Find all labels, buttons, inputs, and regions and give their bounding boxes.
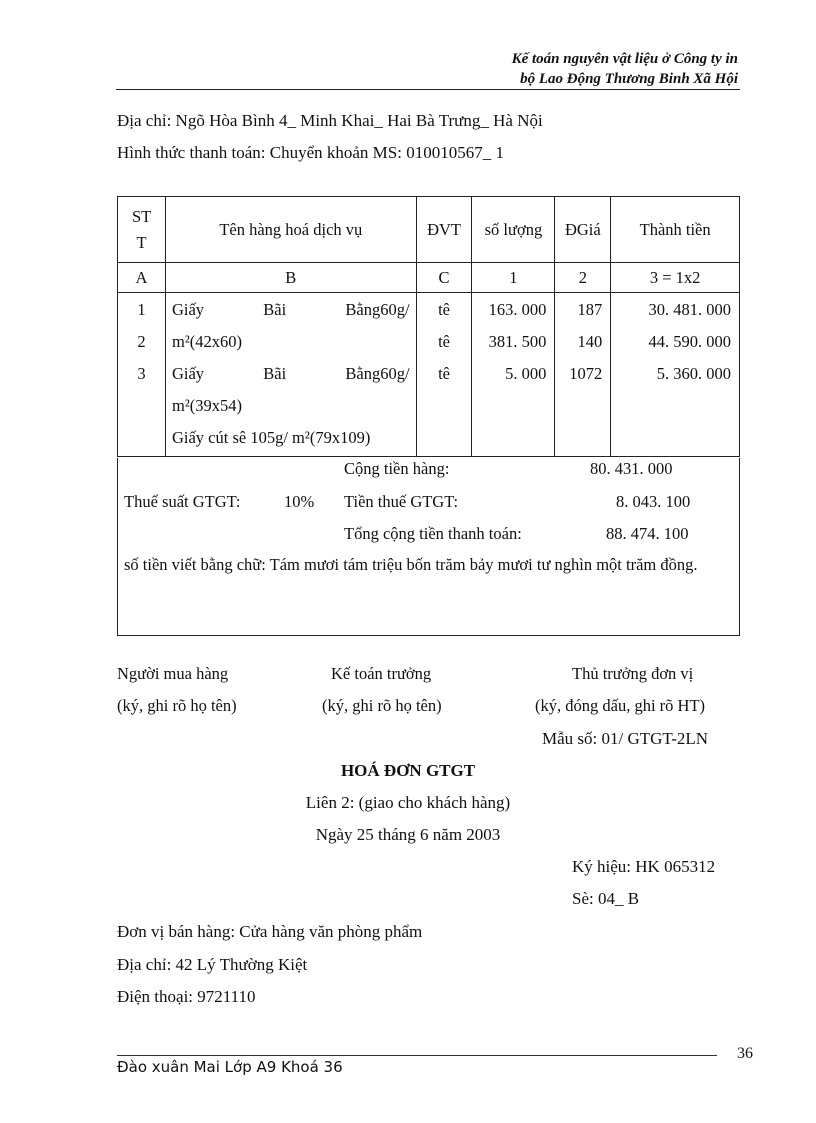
invoice-items-table xyxy=(117,196,740,457)
director-signature-note: (ký, đóng dấu, ghi rõ HT) xyxy=(535,696,706,715)
accountant-signature-title: Kế toán trưởng xyxy=(331,664,432,683)
vat-rate-label: Thuế suất GTGT: xyxy=(124,492,241,511)
header-title-line1: Kế toán nguyên vật liệu ở Công ty in xyxy=(511,51,738,67)
amount-column xyxy=(611,293,740,457)
seller-address: Địa chỉ: 42 Lý Thường Kiệt xyxy=(117,955,308,974)
table-cell: tê xyxy=(438,332,450,351)
table-cell: 5. 000 xyxy=(505,364,547,383)
table-cell: 5. 360. 000 xyxy=(656,364,731,383)
table-body-row xyxy=(118,293,740,457)
table-cell: 1072 xyxy=(569,364,603,383)
code-amount: 3 = 1x2 xyxy=(611,263,740,293)
header-name: Tên hàng hoá dịch vụ xyxy=(165,197,416,263)
grand-total-label: Tổng cộng tiền thanh toán: xyxy=(344,524,522,543)
price-column xyxy=(555,293,611,457)
code-unit: C xyxy=(416,263,472,293)
invoice-summary xyxy=(117,458,740,636)
desc-word: Bãi xyxy=(263,300,287,319)
code-quantity: 1 xyxy=(472,263,555,293)
table-cell: 187 xyxy=(577,300,603,319)
table-cell: tê xyxy=(438,300,450,319)
invoice-title: HOÁ ĐƠN GTGT xyxy=(340,761,476,780)
table-cell: 1 xyxy=(137,300,146,319)
code-stt: A xyxy=(118,263,166,293)
invoice-date: Ngày 25 tháng 6 năm 2003 xyxy=(315,825,501,844)
accountant-signature-note: (ký, ghi rõ họ tên) xyxy=(322,696,442,715)
table-cell: 2 xyxy=(137,332,146,351)
desc-word: Giấy xyxy=(171,364,205,383)
header-unit: ĐVT xyxy=(416,197,472,263)
item1-description xyxy=(172,294,410,326)
director-signature-title: Thủ trưởng đơn vị xyxy=(572,664,694,683)
vat-amount-value: 8. 043. 100 xyxy=(616,492,691,511)
desc-word: Bãi xyxy=(263,364,287,383)
buyer-address: Địa chỉ: Ngõ Hòa Bình 4_ Minh Khai_ Hai Bà Trưng_ Hà Nội xyxy=(117,111,543,130)
stt-column xyxy=(118,293,166,457)
grand-total-value: 88. 474. 100 xyxy=(606,524,689,543)
goods-total-value: 80. 431. 000 xyxy=(590,459,673,478)
description-column xyxy=(165,293,416,457)
table-cell: 44. 590. 000 xyxy=(648,332,731,351)
table-cell: 140 xyxy=(577,332,603,351)
vat-amount-label: Tiền thuế GTGT: xyxy=(344,492,459,511)
item2-description-cont: m²(39x54) xyxy=(171,396,243,415)
buyer-signature-title: Người mua hàng xyxy=(117,664,229,683)
desc-word: Giấy xyxy=(171,300,205,319)
footer-author: Đào xuân Mai Lớp A9 Khoá 36 xyxy=(117,1058,343,1076)
form-number: Mẫu số: 01/ GTGT-2LN xyxy=(542,729,709,748)
desc-word: Bằng60g/ xyxy=(345,300,410,319)
code-name: B xyxy=(165,263,416,293)
header-title-line2: bộ Lao Động Thương Binh Xã Hội xyxy=(520,71,738,87)
seller-name: Đơn vị bán hàng: Cửa hàng văn phòng phẩm xyxy=(117,922,423,941)
vat-rate-value: 10% xyxy=(284,492,315,511)
desc-word: Bằng60g/ xyxy=(345,364,410,383)
invoice-number: Sè: 04_ B xyxy=(572,889,640,908)
unit-column xyxy=(416,293,472,457)
header-rule xyxy=(116,89,740,90)
header-quantity: số lượng xyxy=(472,197,555,263)
footer-rule xyxy=(117,1055,717,1056)
table-cell: 3 xyxy=(137,364,146,383)
table-code-row xyxy=(118,263,740,293)
header-price: ĐGiá xyxy=(555,197,611,263)
item2-description xyxy=(172,358,410,390)
table-cell: 30. 481. 000 xyxy=(648,300,731,319)
page-number: 36 xyxy=(737,1045,753,1062)
invoice-copy: Liên 2: (giao cho khách hàng) xyxy=(305,793,511,812)
payment-method: Hình thức thanh toán: Chuyển khoản MS: 010010567_ 1 xyxy=(117,143,504,162)
table-cell: 381. 500 xyxy=(488,332,547,351)
amount-in-words: số tiền viết bằng chữ: Tám mươi tám triệu bốn trăm bảy mươi tư nghìn một trăm đồng. xyxy=(124,555,698,574)
table-cell: 163. 000 xyxy=(488,300,547,319)
goods-total-label: Cộng tiền hàng: xyxy=(344,459,450,478)
header-amount: Thành tiền xyxy=(611,197,740,263)
invoice-symbol: Ký hiệu: HK 065312 xyxy=(572,857,716,876)
buyer-signature-note: (ký, ghi rõ họ tên) xyxy=(117,696,237,715)
quantity-column xyxy=(472,293,555,457)
item3-description: Giấy cút sê 105g/ m²(79x109) xyxy=(171,428,371,447)
header-stt: ST T xyxy=(118,197,166,263)
code-price: 2 xyxy=(555,263,611,293)
table-cell: tê xyxy=(438,364,450,383)
item1-description-cont: m²(42x60) xyxy=(171,332,243,351)
table-header-row xyxy=(118,197,740,263)
seller-phone: Điện thoại: 9721110 xyxy=(117,987,256,1006)
